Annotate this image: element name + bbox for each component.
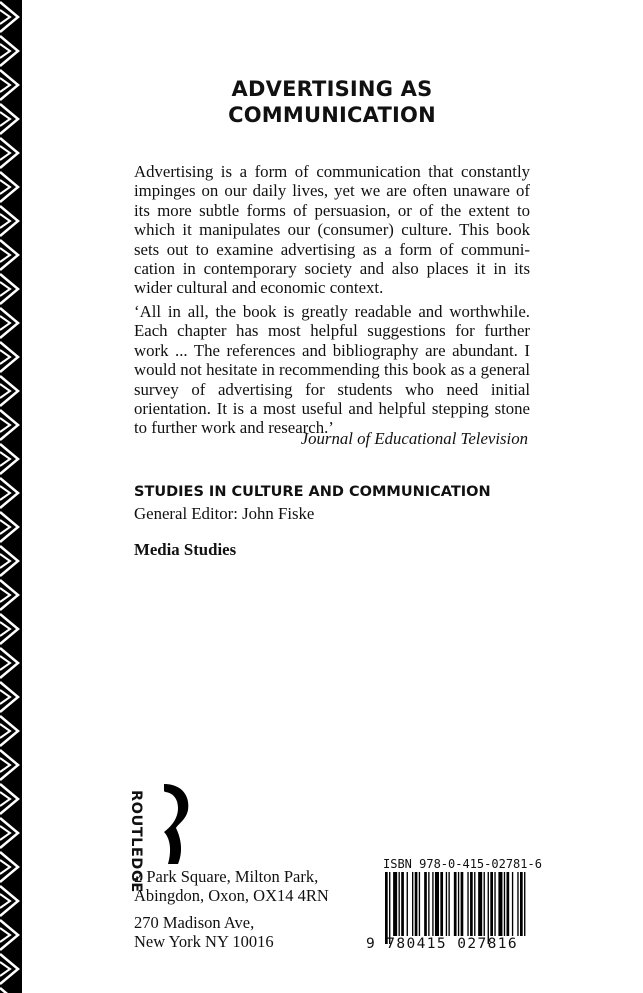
barcode-group-1: 780415 [386, 936, 448, 952]
us-address-line-2: New York NY 10016 [134, 932, 274, 951]
book-title [132, 76, 532, 128]
subject-category: Media Studies [134, 540, 237, 559]
isbn-label: ISBN 978-0-415-02781-6 [383, 857, 542, 871]
series-editor: General Editor: John Fiske [134, 504, 315, 523]
routledge-wordmark-text: ROUTLEDGE [128, 790, 144, 893]
uk-address-line-1: 2 Park Square, Milton Park, [134, 867, 319, 886]
routledge-logo-wordmark [118, 790, 154, 893]
uk-address [134, 867, 329, 905]
book-description: Advertising is a form of communication that constantly impinges on our daily lives, yet we are often unaware of its more subtle forms of persuasion, or of the extent to which it manipulates our (consumer) culture. This book sets out to examine advertising as a form of communi-cation in contemporary society and also places it in its wider cultural and economic context. [134, 162, 530, 298]
barcode-group-2: 027816 [457, 936, 518, 952]
barcode-first-digit: 9 [366, 936, 377, 952]
book-title-line-2: COMMUNICATION [228, 103, 436, 127]
barcode-digits [366, 936, 518, 952]
decorative-border [0, 0, 22, 993]
series-name: STUDIES IN CULTURE AND COMMUNICATION [134, 484, 491, 500]
zigzag-pattern-icon [0, 0, 22, 993]
book-title-line-1: ADVERTISING AS [231, 77, 433, 101]
us-address [134, 913, 274, 951]
review-source: Journal of Educational Television [300, 429, 528, 448]
review-quote: ‘All in all, the book is greatly readable and worthwhile. Each chapter has most helpful suggestions for further work ... The references and bibliography are abundant. I would not hesitate in recommending this book as a general survey of advertising for students who need initial orientation. It is a most useful and helpful stepping stone to further work and research.’ [134, 302, 530, 438]
uk-address-line-2: Abingdon, Oxon, OX14 4RN [134, 886, 329, 905]
us-address-line-1: 270 Madison Ave, [134, 913, 255, 932]
